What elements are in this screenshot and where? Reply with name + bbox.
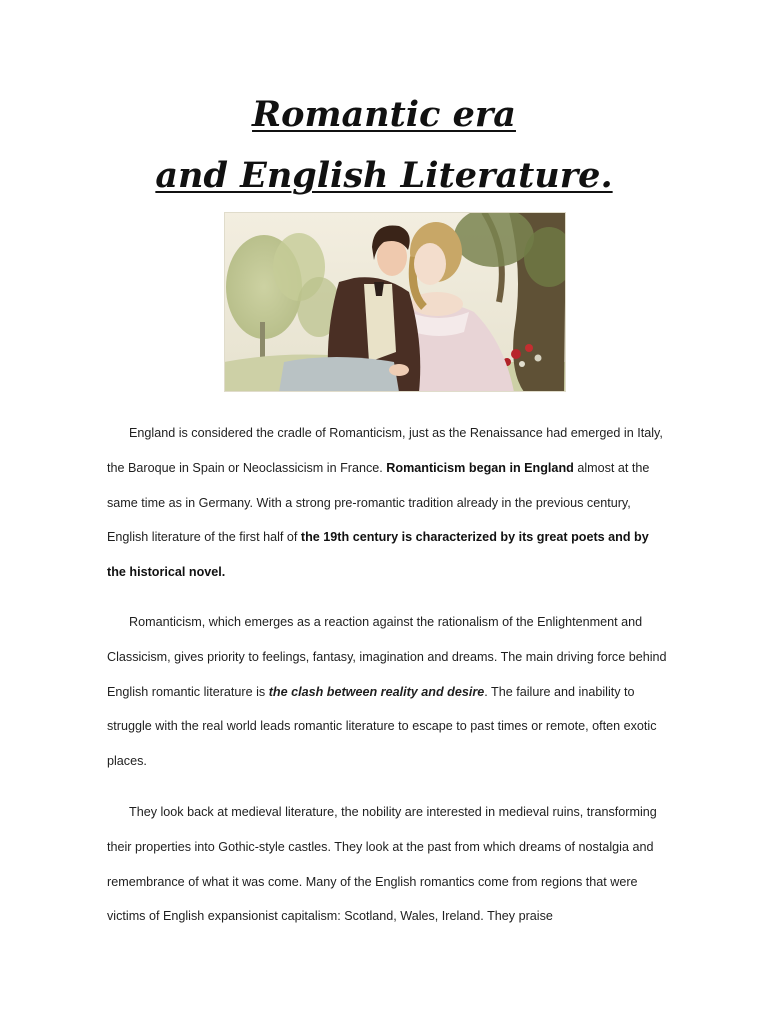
paragraph-3 [107, 795, 667, 934]
title-line-1: Romantic era [252, 94, 516, 135]
paragraph-1-text-a: England is considered the cradle of Romanticism, just as the Renaissance had emerged in Italy, the Baroque in Spain or Neoclassicism in France. [107, 426, 663, 475]
romantic-couple-illustration [224, 212, 566, 392]
paragraph-2-text-a: Romanticism, which emerges as a reaction against the rationalism of the Enlightenment and Classicism, gives priority to feelings, fantasy, imagination and dreams. The main driving force behind English romantic literature is [107, 615, 667, 699]
paragraph-3-text-a: They look back at medieval literature, the nobility are interested in medieval ruins, transforming their properties into Gothic-style castles. They look at the past from which dreams of nostalgia and remembrance of what it was come. Many of the English romantics come from regions that were victims of English expansionist capitalism: Scotland, Wales, Ireland. They praise [107, 805, 657, 924]
paragraph-2-text-c: . The failure and inability to struggle with the real world leads romantic literature to escape to past times or remote, often exotic places. [107, 684, 657, 769]
paragraph-2 [107, 605, 667, 779]
title-line-2: and English Literature. [155, 155, 613, 196]
paragraph-1-bold-1: Romanticism began in England [386, 460, 574, 475]
paragraph-2-bold-italic: the clash between reality and desire [268, 684, 485, 699]
paragraph-1 [107, 416, 667, 590]
paragraph-1-text-c: almost at the same time as in Germany. With a strong pre-romantic tradition already in the previous century, English literature of the first half of [107, 460, 650, 545]
paragraph-1-bold-2: the 19th century is characterized by its great poets and by the historical novel. [107, 530, 649, 580]
romantic-couple-image [224, 212, 566, 392]
